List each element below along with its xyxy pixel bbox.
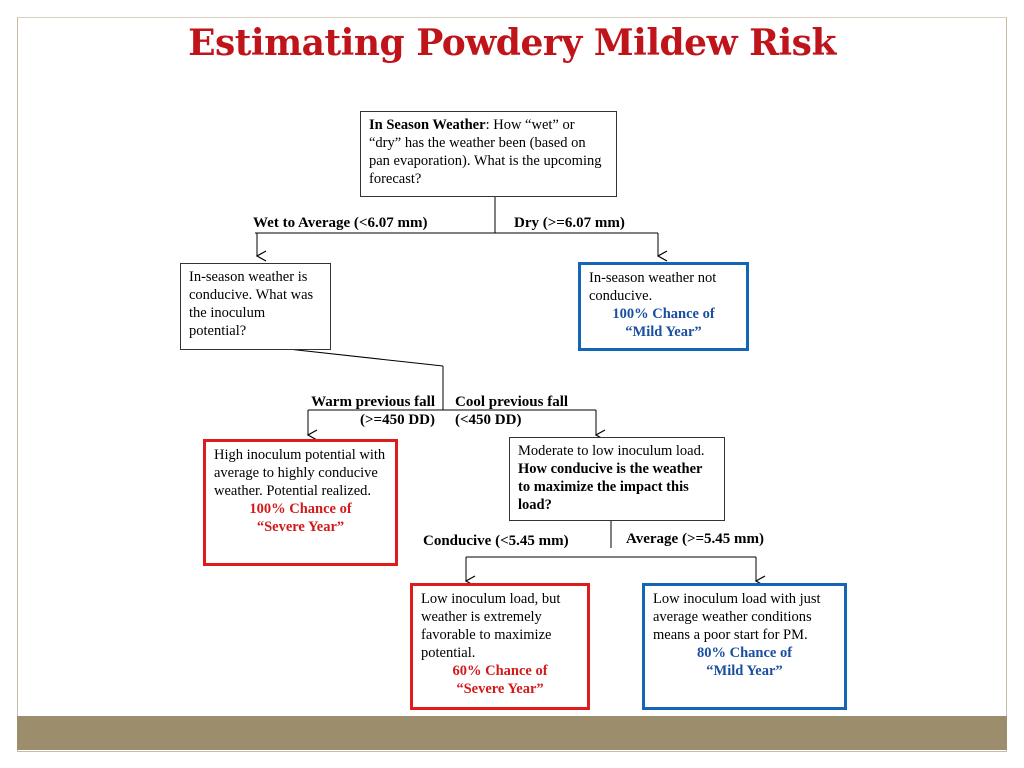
moderate-inoculum-box xyxy=(509,437,725,521)
branch-dry-label: Dry (>=6.07 mm) xyxy=(514,215,625,231)
mild-year-100-chance-line1: 100% Chance of xyxy=(612,306,715,322)
branch-wet-label: Wet to Average (<6.07 mm) xyxy=(253,215,428,231)
mild-year-100-box xyxy=(578,262,749,351)
severe-year-100-chance xyxy=(214,500,387,536)
branch-cool-line1: Cool previous fall xyxy=(455,394,569,410)
mild-year-100-chance-line2: “Mild Year” xyxy=(625,324,702,340)
mild-year-80-text: Low inoculum load with just average weather conditions means a poor start for PM. xyxy=(653,591,821,643)
severe-year-100-chance-line2: “Severe Year” xyxy=(256,519,345,535)
weather-conducive-text: In-season weather is conducive. What was the inoculum potential? xyxy=(189,269,314,339)
severe-year-100-text: High inoculum potential with average to highly conducive weather. Potential realized. xyxy=(214,447,386,499)
mild-year-80-chance-line1: 80% Chance of xyxy=(696,645,793,661)
weather-conducive-box xyxy=(180,263,331,350)
branch-cool-line2: (<450 DD) xyxy=(455,412,522,428)
branch-cool-label xyxy=(455,393,568,429)
mild-year-100-text: In-season weather not conducive. xyxy=(589,270,717,304)
mild-year-100-chance xyxy=(589,305,738,341)
severe-year-60-box xyxy=(410,583,590,710)
branch-warm-line2: (>=450 DD) xyxy=(360,412,435,428)
severe-year-60-chance-line1: 60% Chance of xyxy=(452,663,548,679)
in-season-weather-heading: In Season Weather xyxy=(369,117,486,133)
severe-year-60-chance-line2: “Severe Year” xyxy=(456,681,544,697)
moderate-inoculum-text: Moderate to low inoculum load. xyxy=(518,443,705,459)
severe-year-60-text: Low inoculum load, but weather is extremely favorable to maximize potential. xyxy=(421,591,561,661)
severe-year-100-box xyxy=(203,439,398,566)
mild-year-80-chance-line2: “Mild Year” xyxy=(706,663,783,679)
severe-year-60-chance xyxy=(421,662,579,698)
in-season-weather-box xyxy=(360,111,617,197)
severe-year-100-chance-line1: 100% Chance of xyxy=(249,501,352,517)
moderate-inoculum-question: How conducive is the weather to maximize the impact this load? xyxy=(518,461,703,513)
mild-year-80-chance xyxy=(653,644,836,680)
branch-conducive-label: Conducive (<5.45 mm) xyxy=(423,533,569,549)
branch-average-label: Average (>=5.45 mm) xyxy=(626,531,765,547)
branch-warm-label xyxy=(278,393,435,429)
in-season-weather-text: : How “wet” or “dry” has the weather been (based on pan evaporation). What is the upcoming forecast? xyxy=(369,117,602,187)
page-title: Estimating Powdery Mildew Risk xyxy=(188,22,836,64)
mild-year-80-box xyxy=(642,583,847,710)
branch-warm-line1: Warm previous fall xyxy=(311,394,435,410)
